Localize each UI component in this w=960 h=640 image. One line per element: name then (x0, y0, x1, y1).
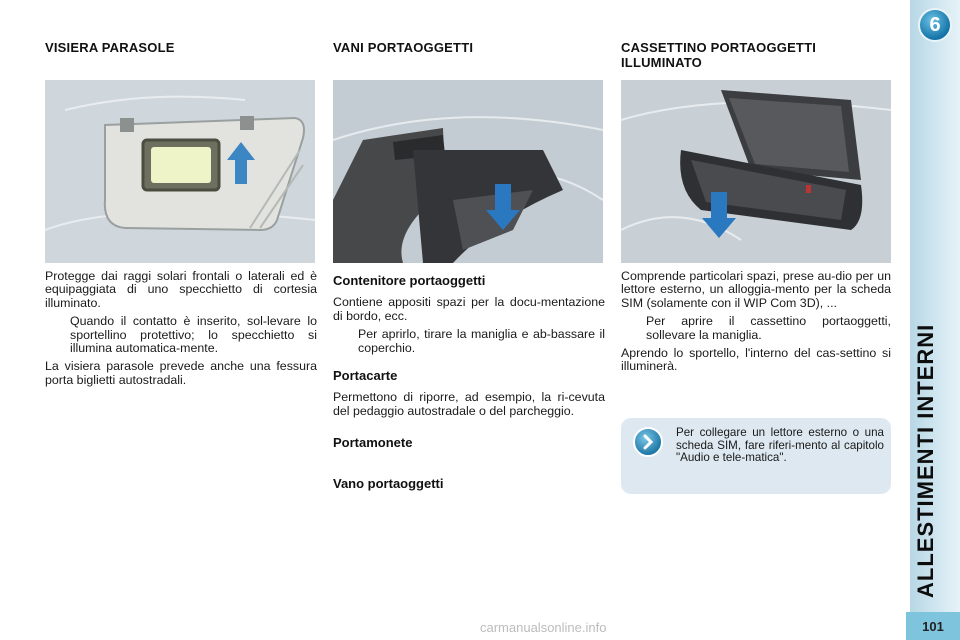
heading-vano: Vano portaoggetti (333, 475, 444, 491)
chevron-right-icon-svg (635, 429, 661, 455)
chevron-right-icon (633, 427, 663, 457)
page-number: 101 (906, 612, 960, 640)
glovebox-illustration (621, 80, 891, 263)
text-vani (333, 270, 605, 499)
column-visiera (45, 40, 317, 72)
heading-contenitore: Contenitore portaoggetti (333, 273, 486, 288)
vani-bullet (333, 328, 605, 355)
sidebar-chapter-title: ALLESTIMENTI INTERNI (913, 323, 938, 598)
heading-portamonete: Portamonete (333, 435, 413, 451)
watermark: carmanualsonline.info (480, 620, 607, 635)
note-box (621, 418, 891, 494)
section-title-cassettino: CASSETTINO PORTAOGGETTI ILLUMINATO (621, 40, 817, 70)
photo-sun-visor (45, 80, 315, 263)
storage-illustration (333, 80, 603, 263)
bullet-icon (621, 315, 646, 342)
visiera-bullet-text: Quando il contatto è inserito, sol-levare lo sportellino protettivo; lo specchietto si illumina automatica-mente. (70, 314, 317, 356)
photo-storage (333, 80, 603, 263)
note-text: Per collegare un lettore esterno o una scheda SIM, fare riferi-mento al capitolo "Audio e tele-matica". (676, 426, 884, 465)
heading-portacarte: Portacarte (333, 368, 398, 384)
vani-bullet-text: Per aprirlo, tirare la maniglia e ab-bassare il coperchio. (358, 327, 605, 355)
bullet-icon (333, 328, 358, 355)
section-title-visiera: VISIERA PARASOLE (45, 40, 175, 55)
contenitore-text: Contiene appositi spazi per la docu-mentazione di bordo, ecc. (333, 295, 605, 323)
portacarte-text: Permettono di riporre, ad esempio, la ri-cevuta del pedaggio autostradale o del parcheggio. (333, 390, 605, 418)
chapter-sidebar (910, 0, 960, 640)
visiera-bullet (45, 315, 317, 355)
cassettino-outro: Aprendo lo sportello, l'interno del cas-settino si illuminerà. (621, 346, 891, 374)
sun-visor-illustration (45, 80, 315, 263)
cassettino-bullet-text: Per aprire il cassettino portaoggetti, sollevare la maniglia. (646, 314, 891, 342)
chapter-number-badge: 6 (918, 8, 952, 42)
visiera-outro: La visiera parasole prevede anche una fessura porta biglietti autostradali. (45, 359, 317, 387)
cassettino-intro: Comprende particolari spazi, prese au-dio per un lettore esterno, un alloggia-mento per la scheda SIM (solamente con il WIP Com 3D), ... (621, 269, 891, 310)
column-vani (333, 40, 605, 72)
visiera-intro: Protegge dai raggi solari frontali o laterali ed è equipaggiata di uno specchietto di cortesia illuminato. (45, 269, 317, 310)
cassettino-bullet (621, 315, 891, 342)
photo-glovebox (621, 80, 891, 263)
text-cassettino (621, 270, 891, 379)
bullet-icon (45, 315, 70, 355)
section-title-vani: VANI PORTAOGGETTI (333, 40, 474, 55)
column-cassettino (621, 40, 893, 72)
text-visiera (45, 270, 317, 392)
